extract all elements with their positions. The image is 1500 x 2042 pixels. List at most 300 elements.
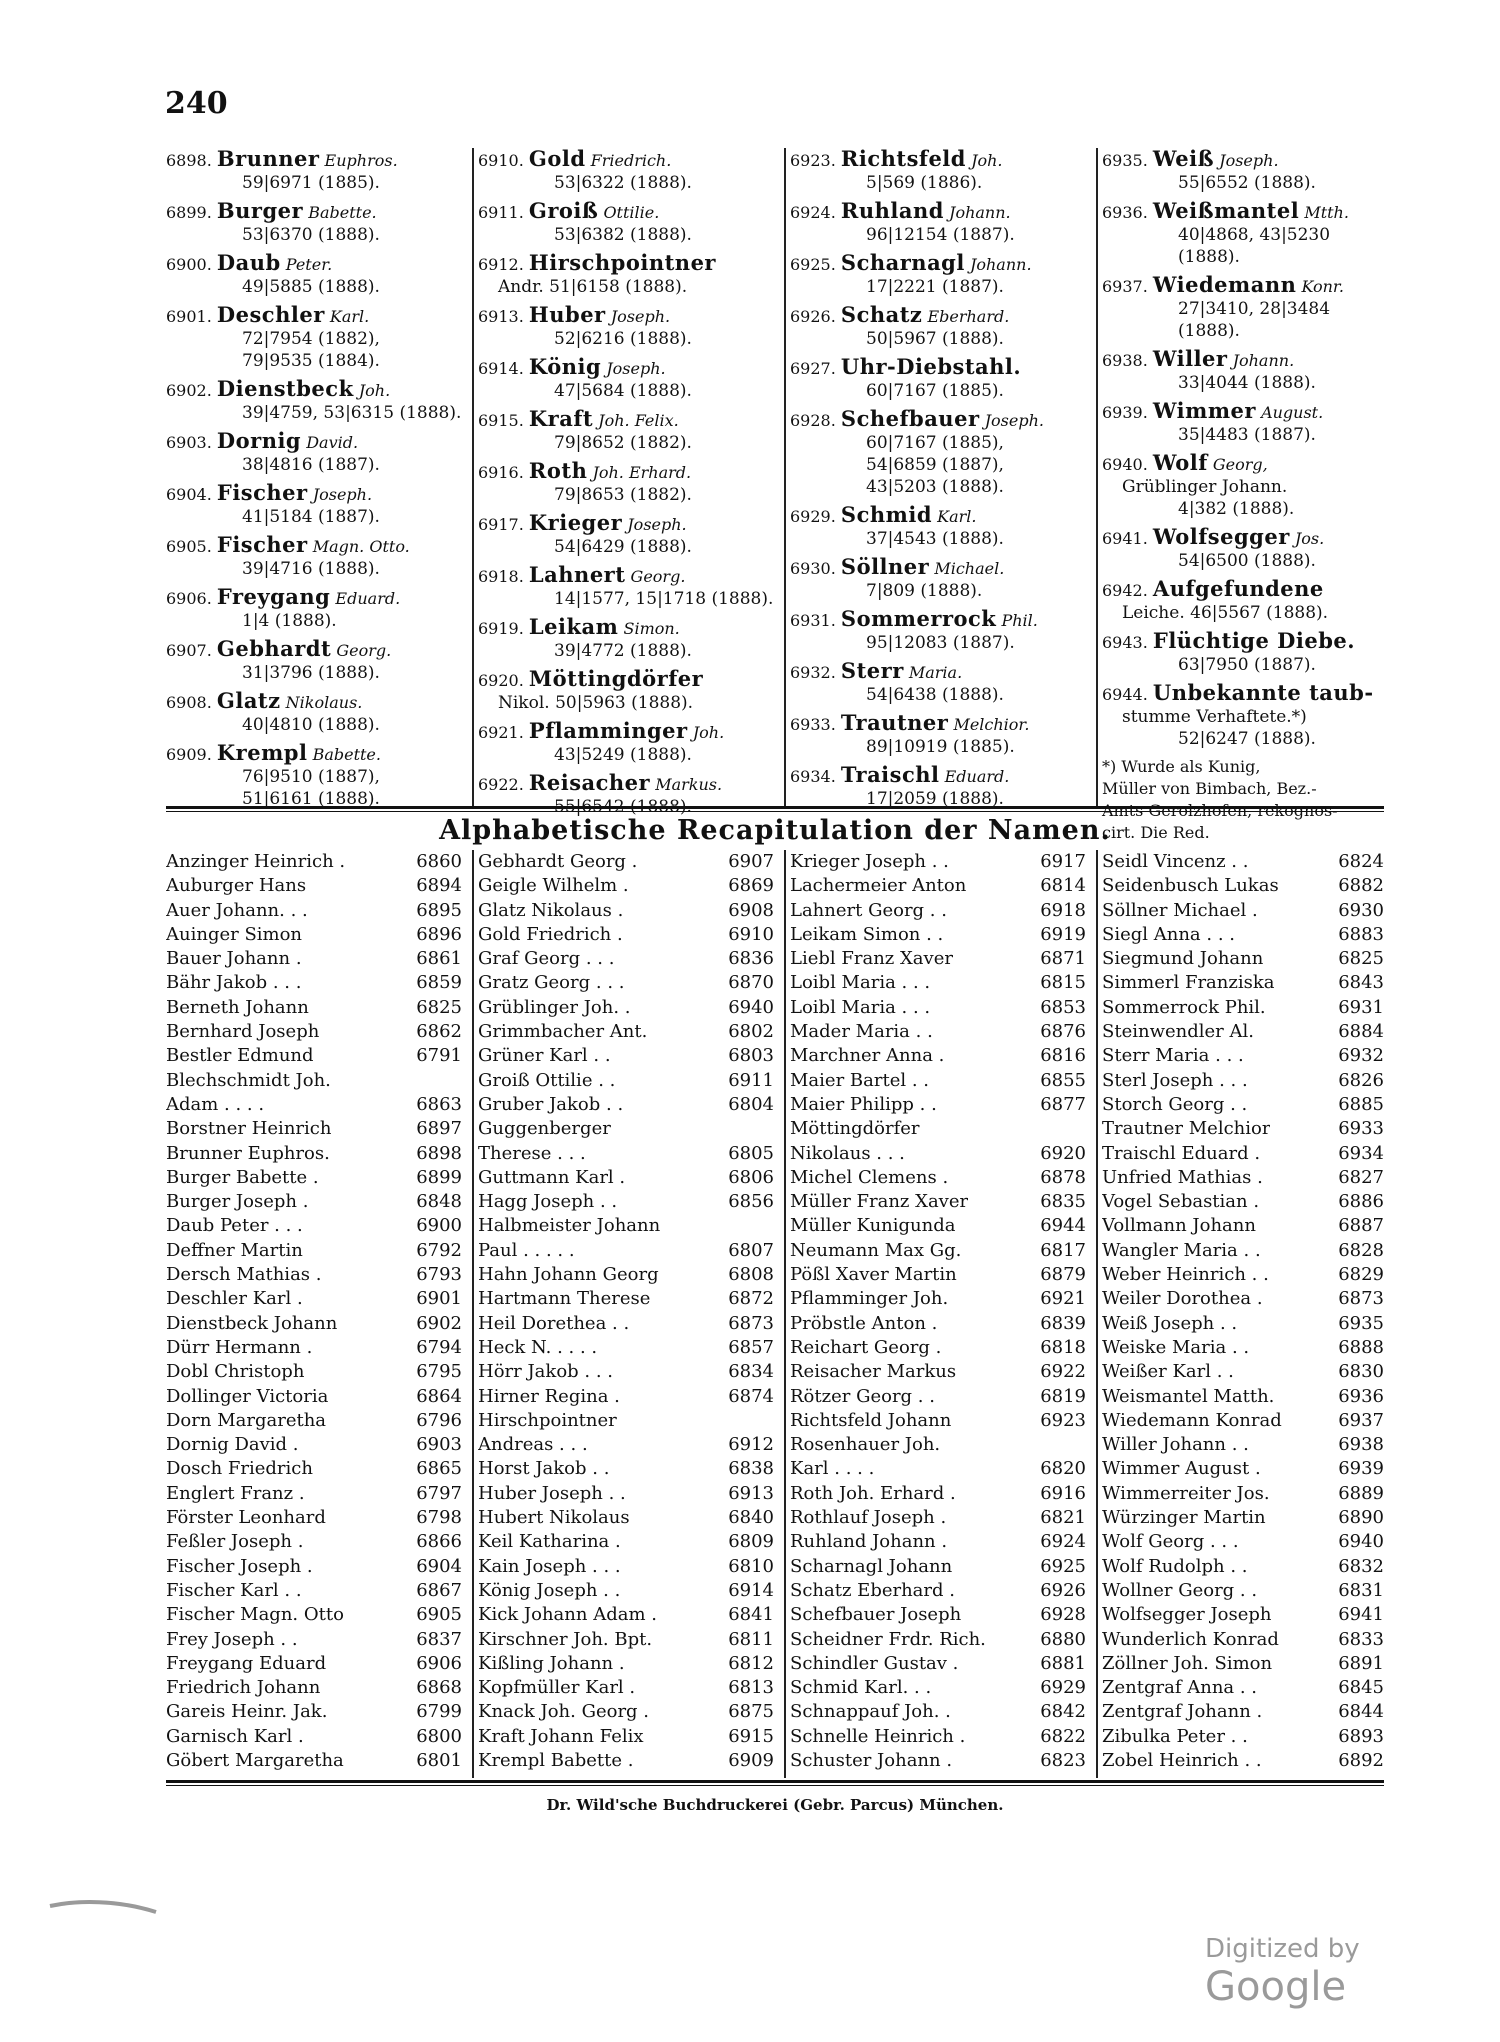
footer-divider: [166, 1780, 1384, 1783]
entry-given-name: Babette.: [312, 745, 381, 764]
entry-number: 6911.: [478, 203, 524, 222]
index-entry-number: 6880: [1040, 1628, 1086, 1650]
index-entry-number: 6839: [1040, 1312, 1086, 1334]
case-entry: [1102, 452, 1384, 520]
index-entry-number: 6881: [1040, 1652, 1086, 1674]
index-row: [790, 1482, 1086, 1506]
entry-surname: Krieger: [528, 510, 623, 535]
index-entry-number: 6860: [416, 851, 462, 872]
index-name: Paul . . . . .: [478, 1239, 575, 1261]
index-name: Weismantel Matth.: [1102, 1385, 1275, 1407]
column-divider: [472, 148, 474, 806]
entry-heading: [478, 408, 778, 432]
index-entry-number: 6818: [1040, 1336, 1086, 1358]
entry-reference: 54|6500 (1888).: [1178, 551, 1316, 571]
index-name: Sommerrock Phil.: [1102, 996, 1266, 1018]
case-entry: [790, 356, 1090, 402]
entry-reference: 72|7954 (1882),: [242, 329, 380, 349]
index-entry-number: 6800: [416, 1725, 462, 1747]
index-entry-number: 6835: [1040, 1191, 1086, 1213]
entry-number: 6906.: [166, 589, 212, 608]
column-divider: [1096, 148, 1098, 806]
index-name: Hagg Joseph . .: [478, 1191, 618, 1213]
index-name: Seidenbusch Lukas: [1102, 875, 1279, 897]
index-row: [1102, 1166, 1384, 1190]
index-entry-number: 6794: [416, 1336, 462, 1358]
index-name: Siegmund Johann: [1102, 948, 1264, 970]
entry-given-name: Phil.: [1001, 611, 1038, 630]
entries-column-2: [478, 146, 778, 817]
index-row: [166, 1287, 462, 1311]
entry-heading: [1102, 274, 1384, 298]
entry-heading: [478, 148, 778, 172]
entry-heading: [1102, 452, 1384, 476]
index-name: Steinwendler Al.: [1102, 1021, 1254, 1043]
entry-reference: 47|5684 (1888).: [554, 381, 692, 401]
index-entry-number: 6916: [1040, 1482, 1086, 1504]
index-row: [478, 1579, 774, 1603]
index-name: Rothlauf Joseph .: [790, 1507, 947, 1529]
entry-reference: 35|4483 (1887).: [1178, 425, 1316, 445]
index-entry-number: 6907: [728, 851, 774, 872]
entry-heading: [166, 742, 466, 766]
index-name: Maier Bartel . .: [790, 1069, 929, 1091]
index-name: Rosenhauer Joh.: [790, 1434, 941, 1456]
index-row: [790, 923, 1086, 947]
index-entry-number: 6896: [416, 923, 462, 945]
index-entry-number: 6925: [1040, 1555, 1086, 1577]
index-entry-number: 6807: [728, 1239, 774, 1261]
index-row: [1102, 1336, 1384, 1360]
index-name: Horst Jakob . .: [478, 1458, 610, 1480]
entry-surname: Schefbauer: [840, 406, 980, 431]
case-entry: [478, 356, 778, 402]
index-name: Gratz Georg . . .: [478, 972, 625, 994]
index-row: [478, 1190, 774, 1214]
index-name: Richtsfeld Johann: [790, 1409, 952, 1431]
index-entry-number: 6918: [1040, 899, 1086, 921]
index-row: [478, 1239, 774, 1263]
index-entry-number: 6843: [1338, 972, 1384, 994]
index-name: Unfried Mathias .: [1102, 1166, 1263, 1188]
index-row: [166, 996, 462, 1020]
entry-number: 6919.: [478, 619, 524, 638]
entry-given-name: Joh. Felix.: [598, 411, 679, 430]
case-entry: [478, 460, 778, 506]
index-entry-number: 6903: [416, 1434, 462, 1456]
index-entry-number: 6917: [1040, 851, 1086, 872]
index-name: Schindler Gustav .: [790, 1652, 959, 1674]
index-entry-number: 6941: [1338, 1604, 1384, 1626]
index-row: [478, 1749, 774, 1773]
index-entry-number: 6829: [1338, 1264, 1384, 1286]
entry-heading: [790, 408, 1090, 432]
index-name: Simmerl Franziska: [1102, 972, 1275, 994]
entry-heading: [1102, 348, 1384, 372]
entries-column-3: [790, 148, 1090, 808]
index-name: Wiedemann Konrad: [1102, 1409, 1282, 1431]
entry-surname: Traischl: [840, 762, 940, 787]
index-row: [166, 1093, 462, 1117]
index-row: [790, 1239, 1086, 1263]
index-name: Weiß Joseph . .: [1102, 1312, 1238, 1334]
entry-number: 6944.: [1102, 685, 1148, 704]
entry-number: 6936.: [1102, 203, 1148, 222]
index-entry-number: 6832: [1338, 1555, 1384, 1577]
entry-surname: Schmid: [840, 502, 933, 527]
index-row: [1102, 1263, 1384, 1287]
index-name: Freygang Eduard: [166, 1652, 327, 1674]
entry-number: 6931.: [790, 611, 836, 630]
watermark-prefix: Digitized by: [1205, 1934, 1360, 1964]
entry-given-name: Georg,: [1212, 455, 1268, 474]
entry-reference: 40|4868, 43|5230 (1888).: [1178, 225, 1331, 267]
index-row: [478, 1263, 774, 1287]
index-row: [1102, 1579, 1384, 1603]
entry-given-name: Konr.: [1301, 277, 1344, 296]
index-row: [790, 1433, 1086, 1457]
index-entry-number: 6797: [416, 1482, 462, 1504]
entry-reference: 43|5249 (1888).: [554, 745, 692, 765]
index-row: [790, 1117, 1086, 1141]
index-row: [166, 1020, 462, 1044]
index-entry-number: 6909: [728, 1749, 774, 1771]
index-name: Dollinger Victoria: [166, 1385, 329, 1407]
index-row: [478, 1142, 774, 1166]
entry-reference: Nikol. 50|5963 (1888).: [498, 693, 694, 713]
entry-heading: [478, 200, 778, 224]
entry-reference: 49|5885 (1888).: [242, 277, 380, 297]
case-entry: [478, 564, 778, 610]
index-name: Dornig David .: [166, 1434, 299, 1456]
index-name: Dosch Friedrich: [166, 1458, 313, 1480]
index-entry-number: 6804: [728, 1093, 774, 1115]
entry-number: 6913.: [478, 307, 524, 326]
entry-heading: [790, 712, 1090, 736]
entry-reference: 1|4 (1888).: [242, 611, 337, 631]
entry-given-name: Magn. Otto.: [312, 537, 410, 556]
index-entry-number: 6857: [728, 1336, 774, 1358]
index-row: [478, 1044, 774, 1068]
index-name: Lachermeier Anton: [790, 875, 967, 897]
index-name: Brunner Euphros.: [166, 1142, 330, 1164]
index-name: Vogel Sebastian .: [1102, 1191, 1260, 1213]
index-entry-number: 6929: [1040, 1677, 1086, 1699]
entry-heading: [1102, 200, 1384, 224]
entry-reference: 54|6429 (1888).: [554, 537, 692, 557]
column-divider: [784, 148, 786, 806]
entry-given-name: Babette.: [308, 203, 377, 222]
index-entry-number: 6819: [1040, 1385, 1086, 1407]
index-name: Reichart Georg .: [790, 1336, 942, 1358]
index-name: Dienstbeck Johann: [166, 1312, 338, 1334]
index-entry-number: 6799: [416, 1701, 462, 1723]
entry-heading: [478, 616, 778, 640]
case-entry: [790, 304, 1090, 350]
entry-surname: Brunner: [216, 146, 320, 171]
index-name: Schatz Eberhard .: [790, 1579, 955, 1601]
index-entry-number: 6844: [1338, 1701, 1384, 1723]
index-name: Wolf Rudolph . .: [1102, 1555, 1248, 1577]
index-row: [1102, 1749, 1384, 1773]
index-row: [1102, 1482, 1384, 1506]
entry-given-name: Georg.: [630, 567, 686, 586]
entry-surname: Daub: [216, 250, 281, 275]
entry-given-name: Mtth.: [1304, 203, 1349, 222]
index-row: [478, 1628, 774, 1652]
entry-surname: Deschler: [216, 302, 325, 327]
entry-surname: Huber: [528, 302, 606, 327]
index-entry-number: 6910: [728, 923, 774, 945]
entry-heading: [166, 378, 466, 402]
index-entry-number: 6868: [416, 1677, 462, 1699]
case-entry: [166, 252, 466, 298]
case-entry: [166, 742, 466, 810]
entry-reference: 79|8652 (1882).: [554, 433, 692, 453]
index-name: Weiske Maria . .: [1102, 1336, 1250, 1358]
entry-reference: Leiche. 46|5567 (1888).: [1122, 603, 1329, 623]
entry-surname: Gebhardt: [216, 636, 332, 661]
entry-surname: Krempl: [216, 740, 308, 765]
index-row: [1102, 947, 1384, 971]
index-name: Bernhard Joseph: [166, 1021, 320, 1043]
index-entry-number: 6821: [1040, 1507, 1086, 1529]
index-name: Liebl Franz Xaver: [790, 948, 953, 970]
index-row: [1102, 1433, 1384, 1457]
index-row: [1102, 1603, 1384, 1627]
index-name: Siegl Anna . . .: [1102, 923, 1235, 945]
footer-divider: [166, 1785, 1384, 1786]
index-row: [790, 874, 1086, 898]
index-name: Scheidner Frdr. Rich.: [790, 1628, 986, 1650]
index-row: [166, 947, 462, 971]
index-name: Borstner Heinrich: [166, 1118, 332, 1140]
index-row: [790, 1579, 1086, 1603]
index-entry-number: 6894: [416, 875, 462, 897]
index-name: Berneth Johann: [166, 996, 309, 1018]
index-entry-number: 6895: [416, 899, 462, 921]
index-name: Gareis Heinr. Jak.: [166, 1701, 328, 1723]
index-name: Ruhland Johann .: [790, 1531, 948, 1553]
index-entry-number: 6911: [728, 1069, 774, 1091]
index-row: [478, 1069, 774, 1093]
entry-given-name: Peter.: [285, 255, 333, 274]
index-name: Hirner Regina .: [478, 1385, 620, 1407]
entry-number: 6924.: [790, 203, 836, 222]
index-entry-number: 6862: [416, 1021, 462, 1043]
index-row: [1102, 1117, 1384, 1141]
section-divider: [166, 806, 1384, 809]
entry-given-name: Euphros.: [324, 151, 398, 170]
index-row: [166, 1530, 462, 1554]
entry-number: 6905.: [166, 537, 212, 556]
entry-heading: [166, 690, 466, 714]
entry-reference: 54|6438 (1888).: [866, 685, 1004, 705]
entry-surname: Fischer: [216, 480, 308, 505]
index-name: Weber Heinrich . .: [1102, 1264, 1269, 1286]
footnote-line: cirt. Die Red.: [1102, 823, 1210, 842]
index-name: Vollmann Johann: [1102, 1215, 1256, 1237]
index-entry-number: 6889: [1338, 1482, 1384, 1504]
index-row: [166, 1190, 462, 1214]
index-row: [1102, 1142, 1384, 1166]
index-name: Daub Peter . . .: [166, 1215, 303, 1237]
index-row: [1102, 874, 1384, 898]
entry-given-name: Georg.: [336, 641, 392, 660]
entry-surname: Reisacher: [528, 770, 651, 795]
index-row: [1102, 1239, 1384, 1263]
index-name: Huber Joseph . .: [478, 1482, 626, 1504]
entry-given-name: Joh.: [692, 723, 725, 742]
index-row: [1102, 1530, 1384, 1554]
index-entry-number: 6885: [1338, 1093, 1384, 1115]
index-name: Rötzer Georg . .: [790, 1385, 935, 1407]
entry-number: 6934.: [790, 767, 836, 786]
entry-surname: Wimmer: [1152, 398, 1256, 423]
index-entry-number: 6866: [416, 1531, 462, 1553]
entry-given-name: Karl.: [937, 507, 977, 526]
entry-surname: Scharnagl: [840, 250, 965, 275]
footnote-line: Müller von Bimbach, Bez.-: [1102, 779, 1317, 798]
entry-surname: Freygang: [216, 584, 331, 609]
index-name: Englert Franz .: [166, 1482, 305, 1504]
case-entry: [478, 148, 778, 194]
index-row: [1102, 1385, 1384, 1409]
entry-heading: [478, 252, 778, 276]
entry-surname: Leikam: [528, 614, 619, 639]
index-name: Seidl Vincenz . .: [1102, 851, 1249, 872]
entry-given-name: Eduard.: [944, 767, 1010, 786]
index-row: [790, 1749, 1086, 1773]
index-row: [166, 1628, 462, 1652]
entry-reference: 4|382 (1888).: [1178, 499, 1295, 519]
entry-heading: [1102, 630, 1384, 654]
index-row: [166, 1676, 462, 1700]
index-entry-number: 6906: [416, 1652, 462, 1674]
case-entry: [790, 712, 1090, 758]
index-name: Fischer Karl . .: [166, 1579, 302, 1601]
entry-surname: Lahnert: [528, 562, 626, 587]
index-entry-number: 6802: [728, 1021, 774, 1043]
index-name: Zöllner Joh. Simon: [1102, 1652, 1273, 1674]
entry-given-name: Markus.: [655, 775, 723, 794]
index-row: [166, 1142, 462, 1166]
index-entry-number: 6875: [728, 1701, 774, 1723]
case-entry: [166, 638, 466, 684]
entry-surname: Fischer: [216, 532, 308, 557]
index-name: Burger Joseph .: [166, 1191, 309, 1213]
index-row: [478, 1020, 774, 1044]
entry-reference: 60|7167 (1885).: [866, 381, 1004, 401]
index-row: [790, 1093, 1086, 1117]
entry-surname: Trautner: [840, 710, 949, 735]
index-name: Hirschpointner: [478, 1409, 617, 1431]
entry-heading: [790, 660, 1090, 684]
entry-number: 6929.: [790, 507, 836, 526]
index-entry-number: 6937: [1338, 1409, 1384, 1431]
entry-number: 6914.: [478, 359, 524, 378]
index-entry-number: 6793: [416, 1264, 462, 1286]
index-name: Halbmeister Johann: [478, 1215, 661, 1237]
entry-number: 6943.: [1102, 633, 1148, 652]
entry-given-name: August.: [1261, 403, 1324, 422]
entry-heading: [166, 252, 466, 276]
case-entry: [478, 200, 778, 246]
index-name: Auer Johann. . .: [166, 899, 308, 921]
index-name: Göbert Margaretha: [166, 1749, 344, 1771]
index-entry-number: 6930: [1338, 899, 1384, 921]
index-row: [790, 1700, 1086, 1724]
entry-given-name: Johann.: [969, 255, 1032, 274]
entry-number: 6937.: [1102, 277, 1148, 296]
index-name: Dürr Hermann .: [166, 1336, 313, 1358]
index-name: Geigle Wilhelm .: [478, 875, 629, 897]
index-row: [790, 1385, 1086, 1409]
case-entry: [478, 616, 778, 662]
index-name: Knack Joh. Georg .: [478, 1701, 650, 1723]
index-name: Hahn Johann Georg: [478, 1264, 659, 1286]
entry-heading: [478, 460, 778, 484]
index-row: [790, 1555, 1086, 1579]
index-row: [1102, 1457, 1384, 1481]
index-row: [166, 1360, 462, 1384]
entry-surname: Sommerrock: [840, 606, 997, 631]
index-row: [790, 1287, 1086, 1311]
index-row: [790, 1214, 1086, 1238]
entry-given-name: Karl.: [329, 307, 370, 326]
index-name: Deffner Martin: [166, 1239, 303, 1261]
footnote-line: *) Wurde als Kunig,: [1102, 757, 1261, 776]
index-row: [1102, 1628, 1384, 1652]
index-row: [166, 1044, 462, 1068]
index-entry-number: 6876: [1040, 1021, 1086, 1043]
index-name: Neumann Max Gg.: [790, 1239, 962, 1261]
index-row: [790, 996, 1086, 1020]
case-entry: [790, 252, 1090, 298]
index-row: [166, 923, 462, 947]
entry-number: 6903.: [166, 433, 212, 452]
index-name: Traischl Eduard .: [1102, 1142, 1261, 1164]
entry-number: 6923.: [790, 151, 836, 170]
index-entry-number: 6825: [416, 996, 462, 1018]
case-entry: [166, 430, 466, 476]
index-row: [1102, 899, 1384, 923]
index-name: Keil Katharina .: [478, 1531, 621, 1553]
index-name: Hartmann Therese: [478, 1288, 651, 1310]
index-name: Schnelle Heinrich .: [790, 1725, 966, 1747]
case-entry: [1102, 630, 1384, 676]
index-column-4: [1102, 850, 1384, 1780]
index-name: Grüblinger Joh. .: [478, 996, 631, 1018]
index-row: [478, 1385, 774, 1409]
entry-number: 6916.: [478, 463, 524, 482]
index-row: [790, 1725, 1086, 1749]
entry-given-name: Johann.: [1232, 351, 1295, 370]
entry-heading: [790, 608, 1090, 632]
index-name: Grüner Karl . .: [478, 1045, 611, 1067]
index-name: Sterr Maria . . .: [1102, 1045, 1244, 1067]
index-entry-number: 6792: [416, 1239, 462, 1261]
entry-heading: [166, 482, 466, 506]
index-entry-number: 6908: [728, 899, 774, 921]
entry-given-name: Joseph.: [984, 411, 1044, 430]
index-entry-number: 6845: [1338, 1677, 1384, 1699]
index-row: [478, 1555, 774, 1579]
index-entry-number: 6932: [1338, 1045, 1384, 1067]
index-row: [166, 1117, 462, 1141]
entry-surname: Flüchtige Diebe.: [1152, 628, 1356, 653]
index-name: Pflamminger Joh.: [790, 1288, 949, 1310]
